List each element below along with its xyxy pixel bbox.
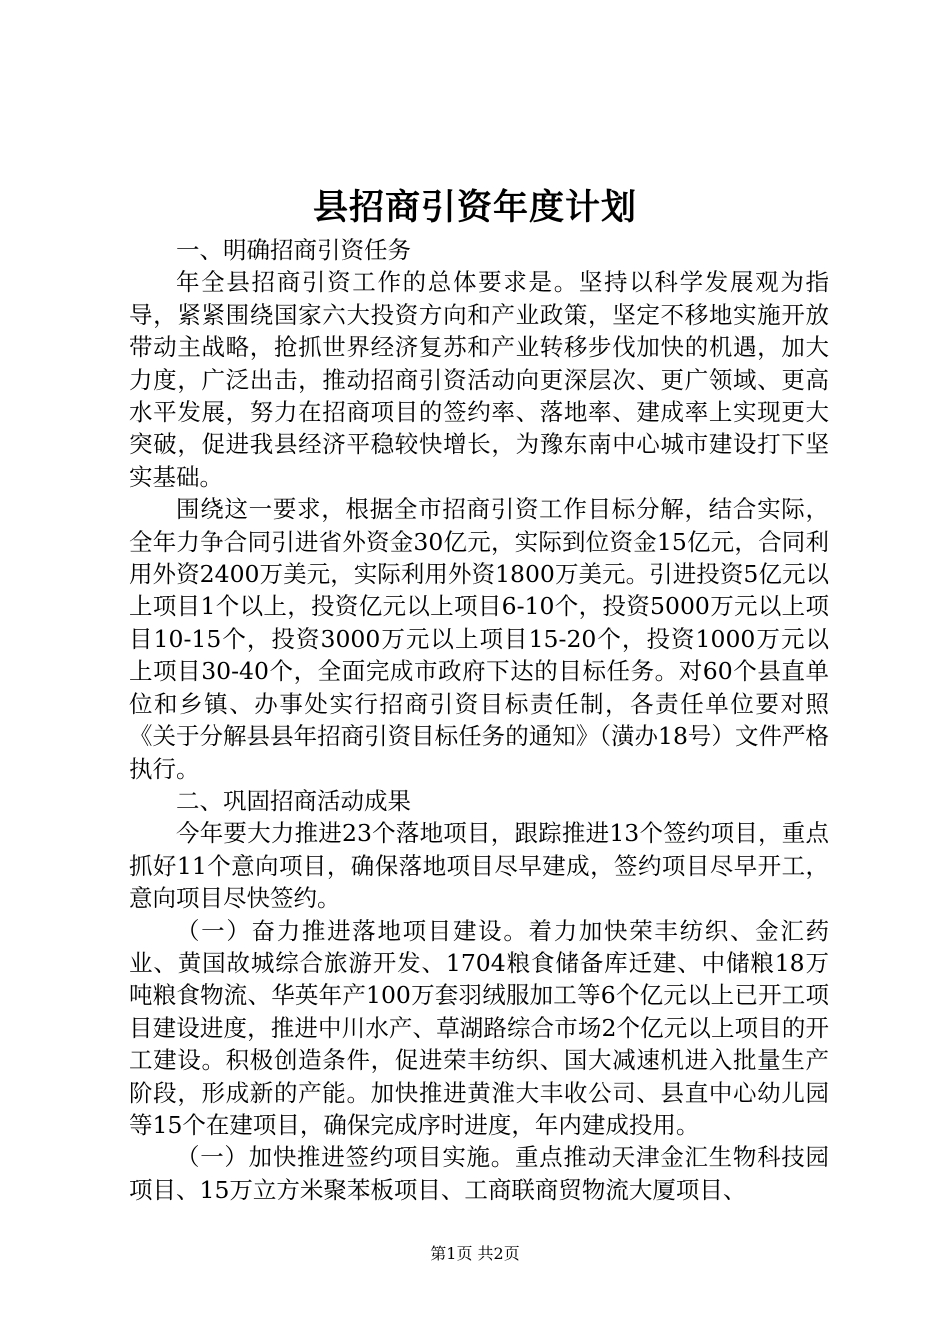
paragraph-2: 围绕这一要求，根据全市招商引资工作目标分解，结合实际，全年力争合同引进省外资金30亿元，实际到位资金15亿元，合同利用外资2400万美元，实际利用外资1800万美元。引进投资5亿元以上项目1个以上，投资亿元以上项目6-10个，投资5000万元以上项目10-15个，投资3000万元以上项目15-20个，投资1000万元以上项目30-40个，全面完成市政府下达的目标任务。对60个县直单位和乡镇、办事处实行招商引资目标责任制，各责任单位要对照《关于分解县县年招商引资目标任务的通知》（潢办18号）文件严格执行。	[129, 495, 829, 783]
paragraph-1: 年全县招商引资工作的总体要求是。坚持以科学发展观为指导，紧紧围绕国家六大投资方向和产业政策，坚定不移地实施开放带动主战略，抢抓世界经济复苏和产业转移步伐加快的机遇，加大力度，广泛出击，推动招商引资活动向更深层次、更广领域、更高水平发展，努力在招商项目的签约率、落地率、建成率上实现更大突破，促进我县经济平稳较快增长，为豫东南中心城市建设打下坚实基础。	[129, 268, 829, 491]
page-footer: 第1页 共2页	[430, 1244, 520, 1263]
paragraph-5: （一）加快推进签约项目实施。重点推动天津金汇生物科技园项目、15万立方米聚苯板项目、工商联商贸物流大厦项目、	[129, 1143, 829, 1204]
section-heading-2: 二、巩固招商活动成果	[176, 786, 411, 815]
paragraph-3: 今年要大力推进23个落地项目，跟踪推进13个签约项目，重点抓好11个意向项目，确保落地项目尽早建成，签约项目尽早开工，意向项目尽快签约。	[129, 819, 829, 913]
paragraph-4: （一）奋力推进落地项目建设。着力加快荣丰纺织、金汇药业、黄国故城综合旅游开发、1704粮食储备库迁建、中储粮18万吨粮食物流、华英年产100万套羽绒服加工等6个亿元以上已开工项目建设进度，推进中川水产、草湖路综合市场2个亿元以上项目的开工建设。积极创造条件，促进荣丰纺织、国大减速机进入批量生产阶段，形成新的产能。加快推进黄淮大丰收公司、县直中心幼儿园等15个在建项目，确保完成序时进度，年内建成投用。	[129, 916, 829, 1139]
document-title: 县招商引资年度计划	[312, 187, 637, 228]
section-heading-1: 一、明确招商引资任务	[176, 236, 411, 264]
document-body	[129, 234, 829, 1206]
